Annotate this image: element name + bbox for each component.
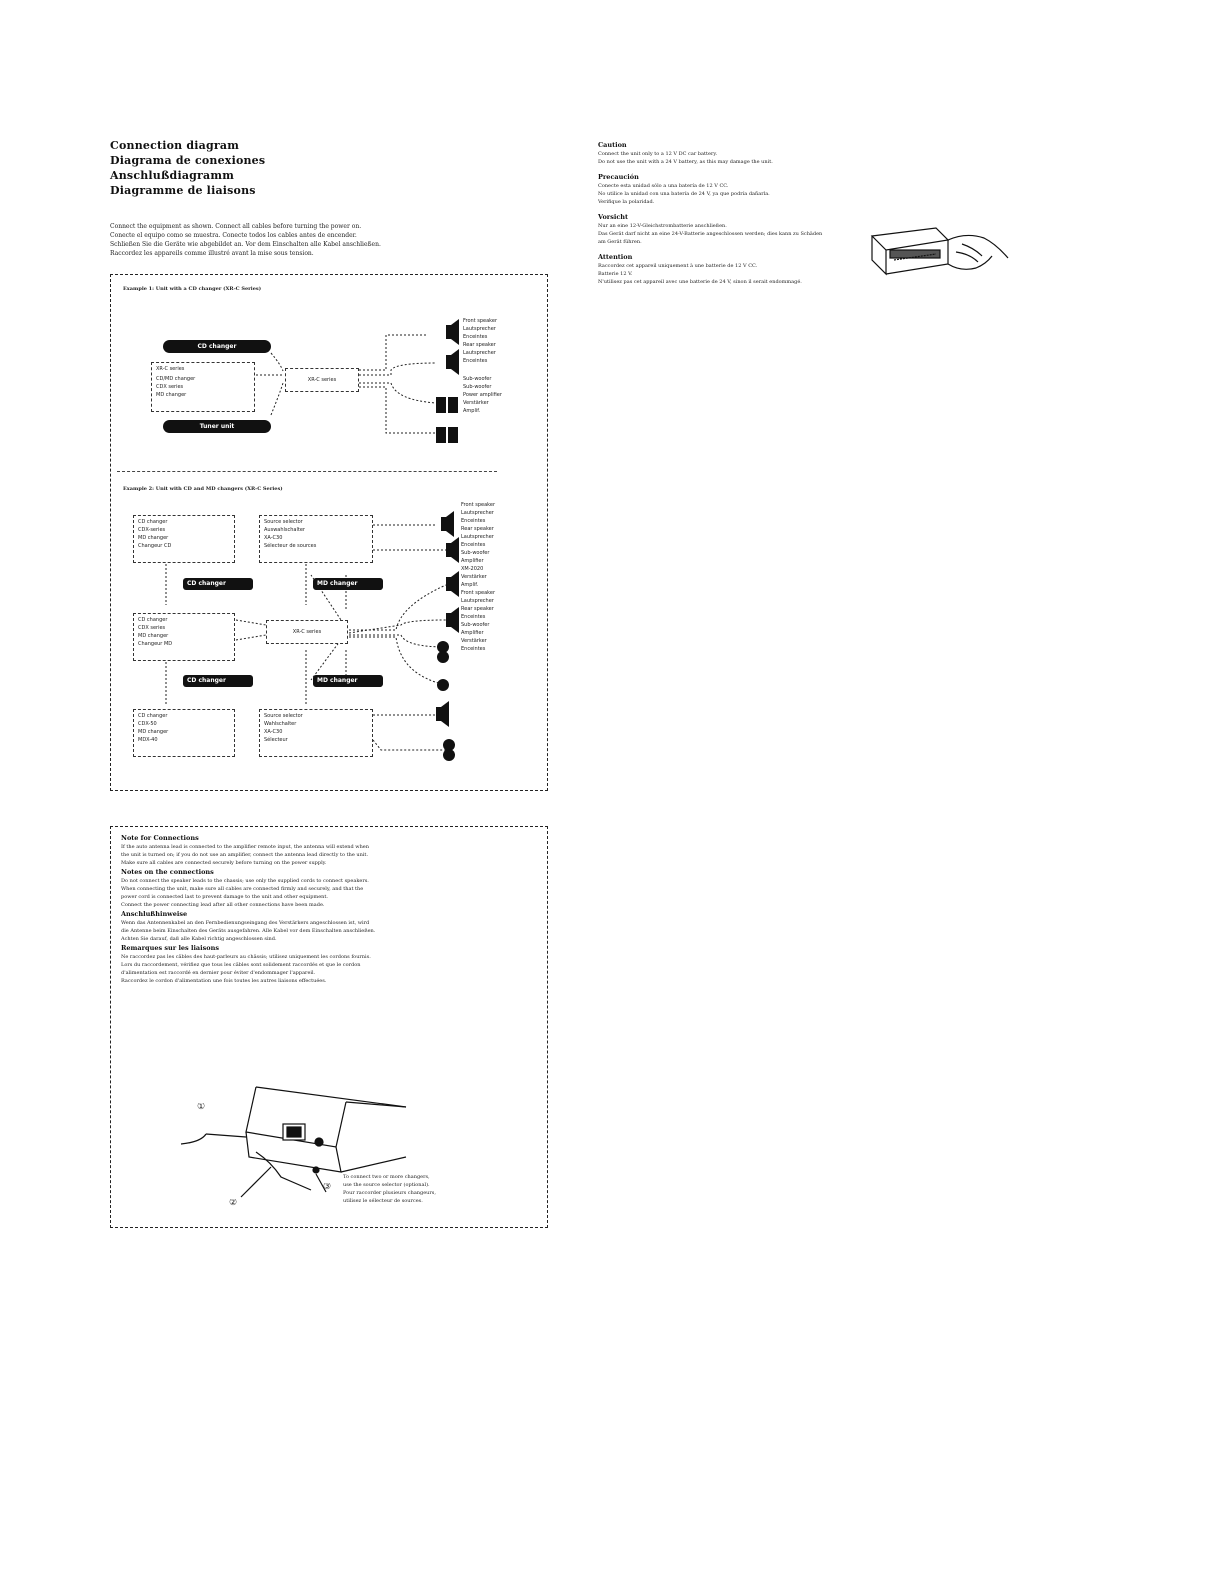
intro-line: Raccordez les appareils comme illustré avant la mise sous tension.	[110, 250, 314, 257]
box-line: CDX series	[138, 625, 166, 631]
title-en: Connection diagram	[110, 139, 240, 152]
box-line: XA-C30	[264, 729, 283, 735]
output-label: Lautsprecher	[461, 598, 494, 604]
output-label: Sub-woofer	[461, 622, 490, 628]
output-label: Rear speaker	[461, 526, 494, 532]
caution-line: Das Gerät darf nicht an eine 24-V-Batterie angeschlossen werden; dies kann zu Schäden	[598, 231, 823, 237]
example2-outputs	[461, 501, 545, 653]
output-label: Amplif.	[461, 582, 479, 588]
output-label: Verstärker	[461, 574, 487, 580]
caution-heading: Precaución	[598, 173, 639, 181]
caption-line: Pour raccorder plusieurs changeurs,	[343, 1190, 436, 1196]
box-line: Auswahlschalter	[264, 527, 305, 533]
callout-1: ①	[197, 1103, 206, 1111]
notes-line: Lors du raccordement, vérifiez que tous les câbles sont solidement raccordés et que le cordon	[121, 962, 361, 968]
box-line: Wahlschalter	[264, 721, 297, 727]
output-label: Front speaker	[463, 318, 498, 324]
notes-line: the unit is turned on; if you do not use an amplifier, connect the antenna lead directly to the unit.	[121, 852, 369, 858]
box-line: Source selector	[264, 519, 303, 525]
notes-heading: Note for Connections	[121, 834, 199, 842]
caption-line: To connect two or more changers,	[343, 1174, 430, 1180]
notes-line: Connect the power connecting lead after all other connections have been made.	[121, 902, 325, 908]
box-line: CDX-50	[138, 721, 157, 727]
changer-list-item: MD changer	[156, 392, 187, 398]
caution-line: Connect the unit only to a 12 V DC car battery.	[598, 151, 718, 157]
md-changer-tag-2: MD changer	[313, 675, 383, 687]
main-unit-box: XR-C series	[285, 368, 359, 392]
box-line: Changeur CD	[138, 543, 172, 549]
intro-line: Conecte el equipo como se muestra. Conecte todos los cables antes de encender.	[110, 232, 357, 239]
md-changer-tag: MD changer	[313, 578, 383, 590]
middle-left-changer-box	[133, 613, 235, 661]
caution-line: Verifique la polaridad.	[598, 199, 655, 205]
top-left-changer-box	[133, 515, 235, 563]
notes-line: die Antenne beim Einschalten des Geräts ausgefahren. Alle Kabel vor dem Einschalten anschließen.	[121, 928, 376, 934]
output-label: Sub-woofer	[461, 550, 490, 556]
cd-changer-tag-2: CD changer	[183, 675, 253, 687]
bottom-right-selector-box	[259, 709, 373, 757]
output-label: Enceintes	[461, 542, 486, 548]
box-line: Changeur MD	[138, 641, 173, 647]
box-line: MD changer	[138, 633, 169, 639]
output-label: Amplifier	[461, 630, 484, 636]
callout-3: ③	[323, 1183, 332, 1191]
box-line: CDX-series	[138, 527, 166, 533]
notes-heading: Notes on the connections	[121, 868, 214, 876]
output-label: Power amplifier	[463, 392, 502, 398]
output-label: Enceintes	[461, 518, 486, 524]
notes-line: Raccordez le cordon d'alimentation une fois toutes les autres liaisons effectuées.	[121, 978, 327, 984]
caution-line: Batterie 12 V.	[598, 271, 633, 277]
cd-changer-tag: CD changer	[183, 578, 253, 590]
example2-heading: Example 2: Unit with CD and MD changers (XR-C Series)	[123, 486, 283, 492]
box-line: Sélecteur de sources	[264, 543, 317, 549]
box-line: CD changer	[138, 519, 168, 525]
box-line: MD changer	[138, 535, 169, 541]
hand-unit-illustration	[866, 218, 1016, 288]
caution-line: Nur an eine 12-V-Gleichstrombatterie anschließen.	[598, 223, 727, 229]
caution-section	[598, 140, 858, 286]
box-line: MD changer	[138, 729, 169, 735]
notes-line: d'alimentation est raccordé en dernier pour éviter d'endommager l'appareil.	[121, 970, 316, 976]
title-es: Diagrama de conexiones	[110, 154, 266, 167]
changer-list-item: CDX series	[156, 384, 184, 390]
caution-line: Do not use the unit with a 24 V battery, as this may damage the unit.	[598, 159, 773, 165]
notes-line: When connecting the unit, make sure all cables are connected firmly and securely, and that the	[121, 886, 364, 892]
caution-line: Raccordez cet appareil uniquement à une batterie de 12 V CC.	[598, 263, 758, 269]
box-line: Sélecteur	[264, 737, 288, 743]
notes-heading: Remarques sur les liaisons	[121, 944, 219, 952]
intro-line: Schließen Sie die Geräte wie abgebildet an. Vor dem Einschalten alle Kabel anschließen.	[110, 241, 381, 248]
caption-line: use the source selector (optional).	[343, 1182, 430, 1188]
caution-line: N'utilisez pas cet appareil avec une batterie de 24 V, sinon il serait endommagé.	[598, 279, 802, 285]
output-label: Lautsprecher	[461, 510, 494, 516]
output-label: Enceintes	[463, 358, 488, 364]
output-label: Amplifier	[461, 558, 484, 564]
example1-heading: Example 1: Unit with a CD changer (XR-C Series)	[123, 286, 262, 292]
caution-line: No utilice la unidad con una batería de 24 V, ya que podría dañarla.	[598, 191, 770, 197]
output-label: Verstärker	[461, 638, 487, 644]
title-de: Anschlußdiagramm	[110, 169, 235, 182]
notes-line: Do not connect the speaker leads to the chassis; use only the supplied cords to connect speakers.	[121, 878, 369, 884]
output-label: Lautsprecher	[461, 534, 494, 540]
connection-notes-panel	[110, 826, 548, 1228]
intro-line: Connect the equipment as shown. Connect all cables before turning the power on.	[110, 223, 362, 230]
caution-line: Conecte esta unidad sólo a una batería de 12 V CC.	[598, 183, 729, 189]
box-line: MDX-40	[138, 737, 158, 743]
output-label: Sub-woofer	[463, 376, 492, 382]
notes-line: Ne raccordez pas les câbles des haut-parleurs au châssis; utilisez uniquement les cordons fournis.	[121, 954, 371, 960]
box-line: CD changer	[138, 617, 168, 623]
tuner-unit-pill: Tuner unit	[163, 420, 271, 433]
output-label: Enceintes	[461, 646, 486, 652]
caption-line: utilisez le sélecteur de sources.	[343, 1198, 423, 1204]
output-label: Rear speaker	[461, 606, 494, 612]
title-fr: Diagramme de liaisons	[110, 184, 256, 197]
notes-text	[121, 833, 541, 985]
caution-heading: Vorsicht	[598, 213, 629, 221]
notes-line: power cord is connected last to prevent damage to the unit and other equipment.	[121, 894, 328, 900]
output-label: Sub-woofer	[463, 384, 492, 390]
box-line: Source selector	[264, 713, 303, 719]
caution-line: am Gerät führen.	[598, 239, 642, 245]
main-unit-box-2: XR-C series	[266, 620, 348, 644]
output-label: Enceintes	[463, 334, 488, 340]
output-label: Front speaker	[461, 590, 496, 596]
notes-heading: Anschlußhinweise	[121, 910, 188, 918]
notes-line: Wenn das Antennenkabel an den Fernbedienungseingang des Verstärkers angeschlossen ist, wird	[121, 920, 370, 926]
caution-heading: Caution	[598, 141, 627, 149]
box-line: CD changer	[138, 713, 168, 719]
output-label: Front speaker	[461, 502, 496, 508]
output-label: Verstärker	[463, 400, 489, 406]
callout-2: ②	[229, 1199, 238, 1207]
output-label: Amplif.	[463, 408, 481, 414]
notes-line: If the auto antenna lead is connected to the amplifier remote input, the antenna will extend when	[121, 844, 369, 850]
box-line: XA-C30	[264, 535, 283, 541]
notes-line: Achten Sie darauf, daß alle Kabel richtig angeschlossen sind.	[121, 936, 277, 942]
output-label: XM-2020	[461, 566, 484, 572]
diagram-titles	[110, 138, 265, 198]
output-label: Lautsprecher	[463, 326, 496, 332]
changer-list-item: XR-C series	[156, 366, 185, 372]
connection-diagram-panel	[110, 274, 548, 791]
intro-text	[110, 222, 410, 258]
bottom-left-changer-box	[133, 709, 235, 757]
illustration-caption	[343, 1173, 483, 1205]
output-label: Rear speaker	[463, 342, 496, 348]
output-label: Enceintes	[461, 614, 486, 620]
changer-list-item: CD/MD changer	[156, 376, 196, 382]
caution-heading: Attention	[598, 253, 633, 261]
cd-changer-pill: CD changer	[163, 340, 271, 353]
output-label: Lautsprecher	[463, 350, 496, 356]
top-right-selector-box	[259, 515, 373, 563]
notes-line: Make sure all cables are connected securely before turning on the power supply.	[121, 860, 327, 866]
